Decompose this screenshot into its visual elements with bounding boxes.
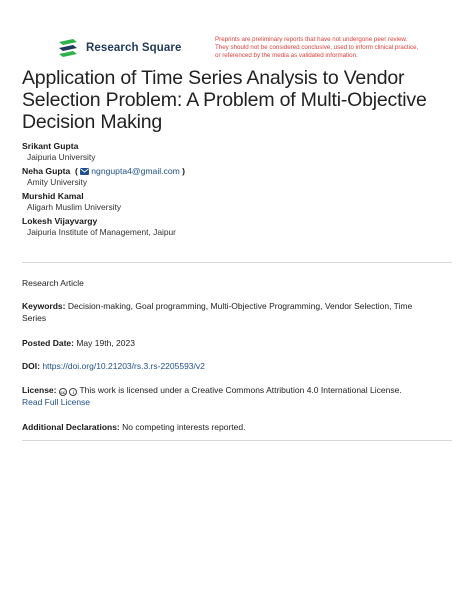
logo-text: Research Square xyxy=(86,42,182,54)
read-full-license-link[interactable]: Read Full License xyxy=(22,396,91,407)
keywords xyxy=(22,301,452,324)
posted-date xyxy=(22,338,452,350)
author-affiliation: Jaipuria University xyxy=(27,152,96,162)
license-label: License: xyxy=(22,385,57,395)
license xyxy=(22,385,452,408)
notice-line: Preprints are preliminary reports that have not undergone peer review. xyxy=(215,36,408,43)
posted-date-value: May 19th, 2023 xyxy=(76,338,135,348)
author-item xyxy=(22,166,452,188)
keywords-value-cont: Series xyxy=(22,312,47,323)
author-affiliation: Aligarh Muslim University xyxy=(27,202,122,212)
notice-line: or referenced by the media as validated information. xyxy=(215,52,358,60)
author-item xyxy=(22,191,452,213)
author-affiliation: Jaipuria Institute of Management, Jaipur xyxy=(27,227,176,237)
keywords-label: Keywords: xyxy=(22,301,66,311)
author-affiliation: Amity University xyxy=(27,177,88,187)
title-line: Selection Problem: A Problem of Multi-Objective xyxy=(22,89,427,111)
notice-line: They should not be considered conclusive, used to inform clinical practice, xyxy=(215,44,419,52)
title-line: Decision Making xyxy=(22,111,163,133)
attribution-icon: i xyxy=(69,388,77,396)
license-text: This work is licensed under a Creative Commons Attribution 4.0 International License. xyxy=(79,385,402,395)
envelope-icon xyxy=(80,168,89,175)
author-name-with-email: Neha Gupta ( ngngupta4@gmail.com ) xyxy=(22,166,186,176)
author-name: Neha Gupta xyxy=(22,166,71,176)
keywords-value: Decision-making, Goal programming, Multi-Objective Programming, Vendor Selection, Time xyxy=(67,301,413,311)
divider xyxy=(22,262,452,263)
article-type: Research Article xyxy=(22,278,84,288)
additional-declarations xyxy=(22,422,452,434)
doi-link[interactable]: https://doi.org/10.21203/rs.3.rs-2205593/v2 xyxy=(42,361,205,371)
author-name: Lokesh Vijayvargy xyxy=(22,216,98,226)
author-item xyxy=(22,216,452,238)
title-line: Application of Time Series Analysis to Vendor xyxy=(22,67,405,89)
author-email: ngngupta4@gmail.com xyxy=(91,166,180,176)
divider xyxy=(22,440,452,441)
declarations-label: Additional Declarations: xyxy=(22,422,120,432)
author-name: Srikant Gupta xyxy=(22,141,79,151)
paper-title xyxy=(22,67,452,133)
preprint-notice xyxy=(215,36,445,60)
author-email-link[interactable] xyxy=(80,166,182,176)
creative-commons-icon: cc xyxy=(60,390,66,395)
author-name: Murshid Kamal xyxy=(22,191,84,201)
posted-date-label: Posted Date: xyxy=(22,338,74,348)
research-square-logo-icon xyxy=(57,38,79,58)
doi xyxy=(22,361,452,373)
doi-label: DOI: xyxy=(22,361,40,371)
research-square-logo[interactable] xyxy=(57,38,181,58)
declarations-value: No competing interests reported. xyxy=(122,422,246,432)
author-item xyxy=(22,141,452,163)
author-list xyxy=(22,141,452,241)
